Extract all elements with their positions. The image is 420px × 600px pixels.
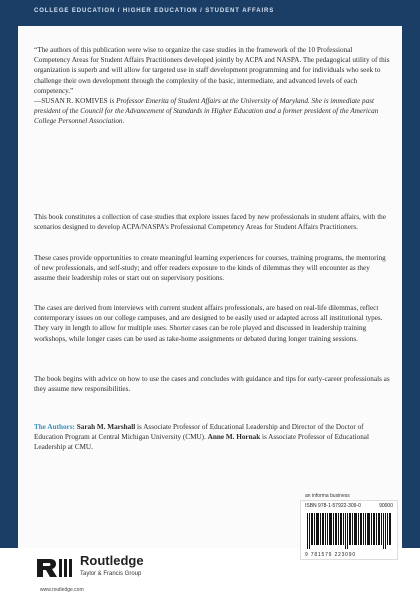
endorsement-quote [34,45,390,127]
description-paragraph-4: The book begins with advice on how to use the cases and concludes with guidance and tips for early-career professionals as they assume new responsibilities. [34,375,390,394]
publisher-group: Taylor & Francis Group [80,571,142,577]
authors-label: The Authors: [34,423,75,431]
author-1-name: Sarah M. Marshall [76,423,136,431]
about-authors [34,422,390,453]
routledge-logo-icon [34,556,74,580]
barcode-icon [307,513,391,549]
author-2-name: Anne M. Hornak [207,433,261,442]
author-2-bio: is Associate Professor of Educational Leadership at CMU. [34,433,369,452]
quote-attribution [34,96,390,127]
description-paragraph-2: These cases provide opportunities to create meaningful learning experiences for courses, training programs, the mentoring of new professionals, and self-study; and offer readers exposure to the kinds of dilemmas they will encounter as they assume their leadership roles or start out on supervisory positions. [34,254,386,283]
price-supplement: 90000 [379,503,393,509]
informa-tagline: an informa business [305,493,350,499]
category-line: COLLEGE EDUCATION / HIGHER EDUCATION / STUDENT AFFAIRS [34,8,275,14]
publisher-url: www.routledge.com [40,587,84,593]
author-1-bio: is Associate Professor of Educational Leadership and Director of the Doctor of Education Program at Central Michigan University (CMU). [34,423,364,442]
description-paragraph-1: This book constitutes a collection of case studies that explore issues faced by new professionals in student affairs, with the scenarios designed to develop ACPA/NASPA’s Professional Competency Areas for Student Affairs Practitioners. [34,213,386,232]
barcode-panel [300,500,398,560]
quote-text: “The authors of this publication were wise to organize the case studies in the framework of the 10 Professional Competency Areas for Student Affairs Practitioners developed jointly by ACPA and NASPA. The pedagogical utility of this organization is superb and will allow for targeted use in staff development programming and for individuals who seek to challenge their own development through the complexity of the basic, intermediate, and advanced levels of each competency.” [34,46,390,95]
description-paragraph-3: The cases are derived from interviews with current student affairs professionals, are based on real-life dilemmas, reflect contemporary issues on our college campuses, and are designed to be easily used or adapted across all institutional types. They vary in length to allow for multiple uses. Shorter cases can be role played and discussed in leadership training workshops, while longer cases can be used as take-home assignments or debated during longer training sessions. [34,304,383,343]
quote-author-detail: is Professor Emerita of Student Affairs at the University of Maryland. She is immediate past president of the Council for the Advancement of Standards in Higher Education and a former president of the American College Personnel Association. [34,97,379,126]
isbn-text: ISBN 978-1-57922-309-0 [305,503,361,509]
publisher-name: Routledge [80,553,144,568]
quote-author: —SUSAN R. KOMIVES [34,97,108,106]
barcode-digits: 9 781579 223090 [305,552,356,558]
